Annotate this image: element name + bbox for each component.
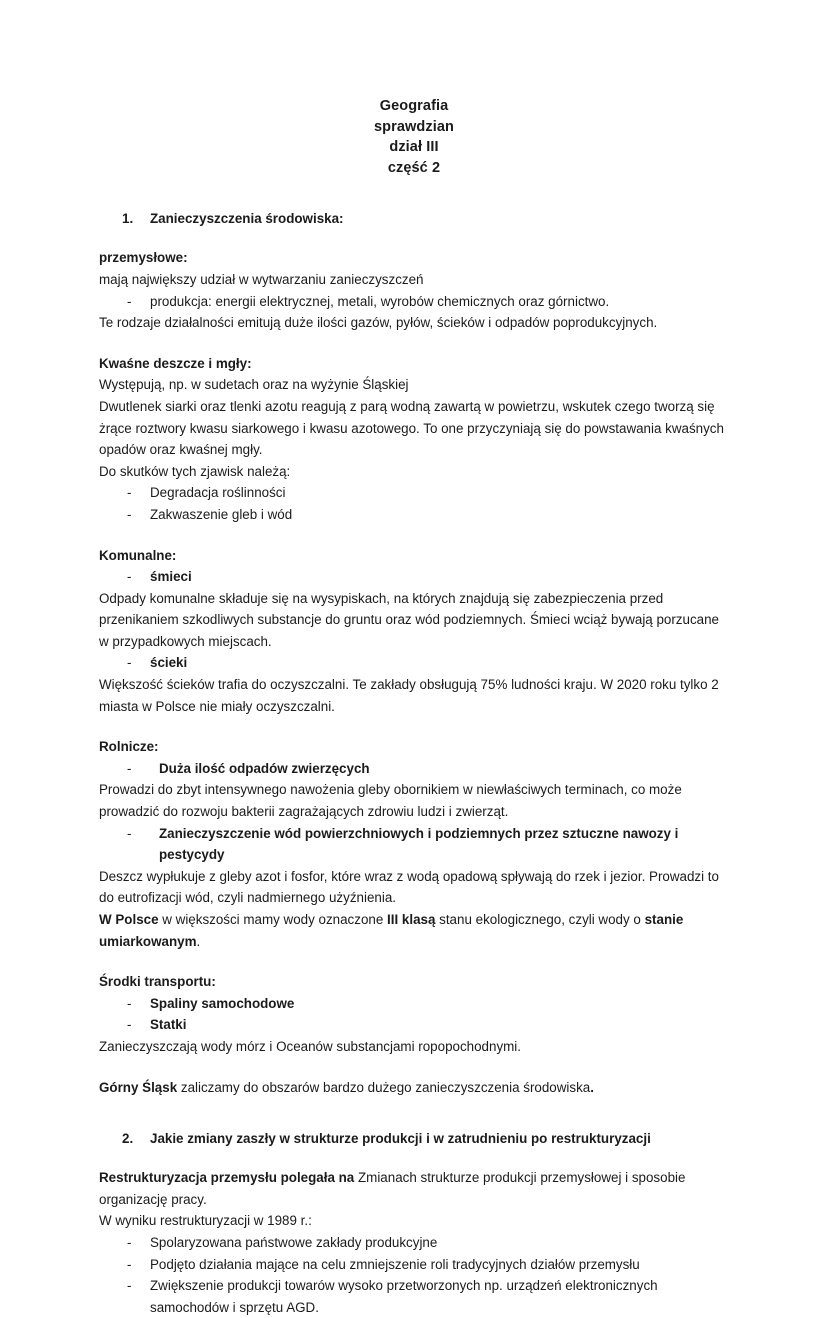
group-srodki-transportu-after-line: Zanieczyszczają wody mórz i Oceanów substancjami ropopochodnymi. — [99, 1038, 521, 1054]
restrukturyzacja-intro — [99, 1167, 729, 1210]
list-item-label: Podjęto działania mające na celu zmniejszenie roli tradycyjnych działów przemysłu — [150, 1256, 640, 1272]
section-2-heading — [99, 1129, 729, 1148]
group-rolnicze-body-1: Prowadzi do zbyt intensywnego nawożenia gleby obornikiem w niewłaściwych terminach, co może prowadzić do rozwoju bakterii zagrażających zdrowiu ludzi i zwierząt. — [99, 782, 682, 820]
group-przemyslowe-after-line-1: Te rodzaje działalności emitują duże ilości gazów, pyłów, ścieków i odpadów poprodukcyjnych. — [99, 315, 658, 331]
dash-marker: - — [127, 655, 132, 671]
list-item — [99, 1275, 729, 1318]
section-1-number: 1. — [122, 211, 134, 227]
group-komunalne — [99, 545, 729, 718]
title-line-2: sprawdzian — [374, 118, 454, 135]
list-item — [99, 1232, 729, 1254]
dash-marker: - — [127, 1278, 132, 1294]
title-line-1: Geografia — [379, 98, 449, 114]
group-rolnicze-polska-line — [99, 909, 729, 952]
intro-plain-1: Zmianach strukturze produkcji przemysłowej i sposobie organizację pracy. — [99, 1170, 686, 1207]
polska-bold-2: III klasą — [387, 912, 436, 927]
title-line-3: dział III — [389, 139, 439, 156]
group-przemyslowe-line-1: mają największy udział w wytwarzaniu zanieczyszczeń — [99, 271, 424, 287]
group-rolnicze — [99, 736, 729, 952]
closing-bold-2: . — [590, 1079, 594, 1095]
dash-marker: - — [127, 1256, 132, 1272]
list-item — [99, 1254, 729, 1276]
list-item — [99, 566, 729, 588]
group-przemyslowe-heading: przemysłowe: — [99, 250, 188, 266]
list-item — [99, 652, 729, 674]
list-item-label: Statki — [150, 1017, 187, 1033]
list-item — [99, 504, 729, 526]
list-item — [99, 1014, 729, 1036]
group-komunalne-paragraph-2: Większość ścieków trafia do oczyszczalni. Te zakłady obsługują 75% ludności kraju. W 2020 roku tylko 2 miasta w Polsce nie miały oczyszczalni. — [99, 677, 719, 714]
group-srodki-transportu-heading: Środki transportu: — [99, 974, 216, 990]
dash-marker: - — [127, 485, 132, 501]
page-title — [99, 96, 729, 178]
list-item — [99, 993, 729, 1015]
polska-plain-1: w większości mamy wody oznaczone — [158, 912, 388, 927]
group-srodki-transportu — [99, 971, 729, 1057]
closing-plain-1: zaliczamy do obszarów bardzo dużego zanieczyszczenia środowiska — [177, 1079, 591, 1095]
closing-gorny-slask — [99, 1077, 729, 1099]
dash-marker: - — [127, 506, 132, 522]
group-komunalne-heading: Komunalne: — [99, 547, 177, 563]
section-2-number: 2. — [122, 1131, 134, 1147]
dash-marker: - — [127, 825, 132, 841]
dash-marker: - — [127, 995, 132, 1011]
section-2-title: Jakie zmiany zaszły w strukturze produkcji i w zatrudnieniu po restrukturyzacji — [150, 1131, 651, 1147]
list-item-label: Zakwaszenie gleb i wód — [150, 506, 293, 522]
list-item-label: śmieci — [150, 569, 192, 585]
dash-marker: - — [127, 569, 132, 585]
group-kwasne-deszcze-line-2: Dwutlenek siarki oraz tlenki azotu reagują z parą wodną zawartą w powietrzu, wskutek czego tworzą się żrące roztwory kwasu siarkowego i kwasu azotowego. To one przyczyniają się do powstawania kwaśnych opadów oraz kwaśnej mgły. — [99, 398, 724, 458]
closing-line — [99, 1077, 729, 1099]
title-line-4: część 2 — [387, 159, 441, 176]
group-kwasne-deszcze-heading: Kwaśne deszcze i mgły: — [99, 355, 252, 371]
list-item-label: Zwiększenie produkcji towarów wysoko przetworzonych np. urządzeń elektronicznych samochodów i sprzętu AGD. — [150, 1278, 658, 1315]
section-1-heading — [99, 209, 729, 228]
dash-marker: - — [127, 1234, 132, 1250]
intro-bold-1: Restrukturyzacja przemysłu polegała na — [99, 1170, 355, 1186]
polska-bold-3: stanie umiarkowanym — [99, 912, 684, 949]
list-item-label: produkcja: energii elektrycznej, metali, wyrobów chemicznych oraz górnictwo. — [150, 293, 610, 309]
list-item-label: Duża ilość odpadów zwierzęcych — [159, 760, 370, 776]
group-kwasne-deszcze — [99, 353, 729, 526]
polska-bold-1: W Polsce — [99, 912, 159, 927]
group-kwasne-deszcze-line-3: Do skutków tych zjawisk należą: — [99, 463, 291, 479]
restrukturyzacja-line-1: W wyniku restrukturyzacji w 1989 r.: — [99, 1213, 312, 1229]
closing-bold-1: Górny Śląsk — [99, 1079, 178, 1095]
group-przemyslowe — [99, 247, 729, 333]
group-rolnicze-heading: Rolnicze: — [99, 739, 159, 755]
group-komunalne-paragraph-1: Odpady komunalne składuje się na wysypiskach, na których znajdują się zabezpieczenia przed przenikaniem szkodliwych substancje do gruntu oraz wód podziemnych. Śmieci wciąż bywają porzucane w przypadkowych miejscach. — [99, 590, 719, 649]
list-item-label: Zanieczyszczenie wód powierzchniowych i podziemnych przez sztuczne nawozy i pestycydy — [159, 825, 679, 863]
group-restrukturyzacja — [99, 1167, 729, 1318]
list-item-label: Spolaryzowana państwowe zakłady produkcyjne — [150, 1234, 438, 1250]
polska-plain-3: . — [196, 933, 201, 949]
list-item-label: Degradacja roślinności — [150, 485, 286, 501]
list-item — [99, 291, 729, 313]
group-rolnicze-body-2: Deszcz wypłukuje z gleby azot i fosfor, które wraz z wodą opadową spływają do rzek i jezior. Prowadzi to do eutrofizacji wód, czyli nadmiernego użyźnienia. — [99, 868, 719, 906]
group-kwasne-deszcze-line-1: Występują, np. w sudetach oraz na wyżynie Śląskiej — [99, 377, 409, 393]
dash-marker: - — [127, 760, 132, 776]
list-item-label: ścieki — [150, 655, 188, 671]
dash-marker: - — [127, 293, 132, 309]
polska-plain-2: stanu ekologicznego, czyli wody o — [435, 912, 645, 927]
list-item-label: Spaliny samochodowe — [150, 995, 295, 1011]
dash-marker: - — [127, 1017, 132, 1033]
list-item — [99, 758, 729, 780]
list-item — [99, 823, 729, 866]
list-item — [99, 482, 729, 504]
section-1-title: Zanieczyszczenia środowiska: — [150, 211, 344, 227]
